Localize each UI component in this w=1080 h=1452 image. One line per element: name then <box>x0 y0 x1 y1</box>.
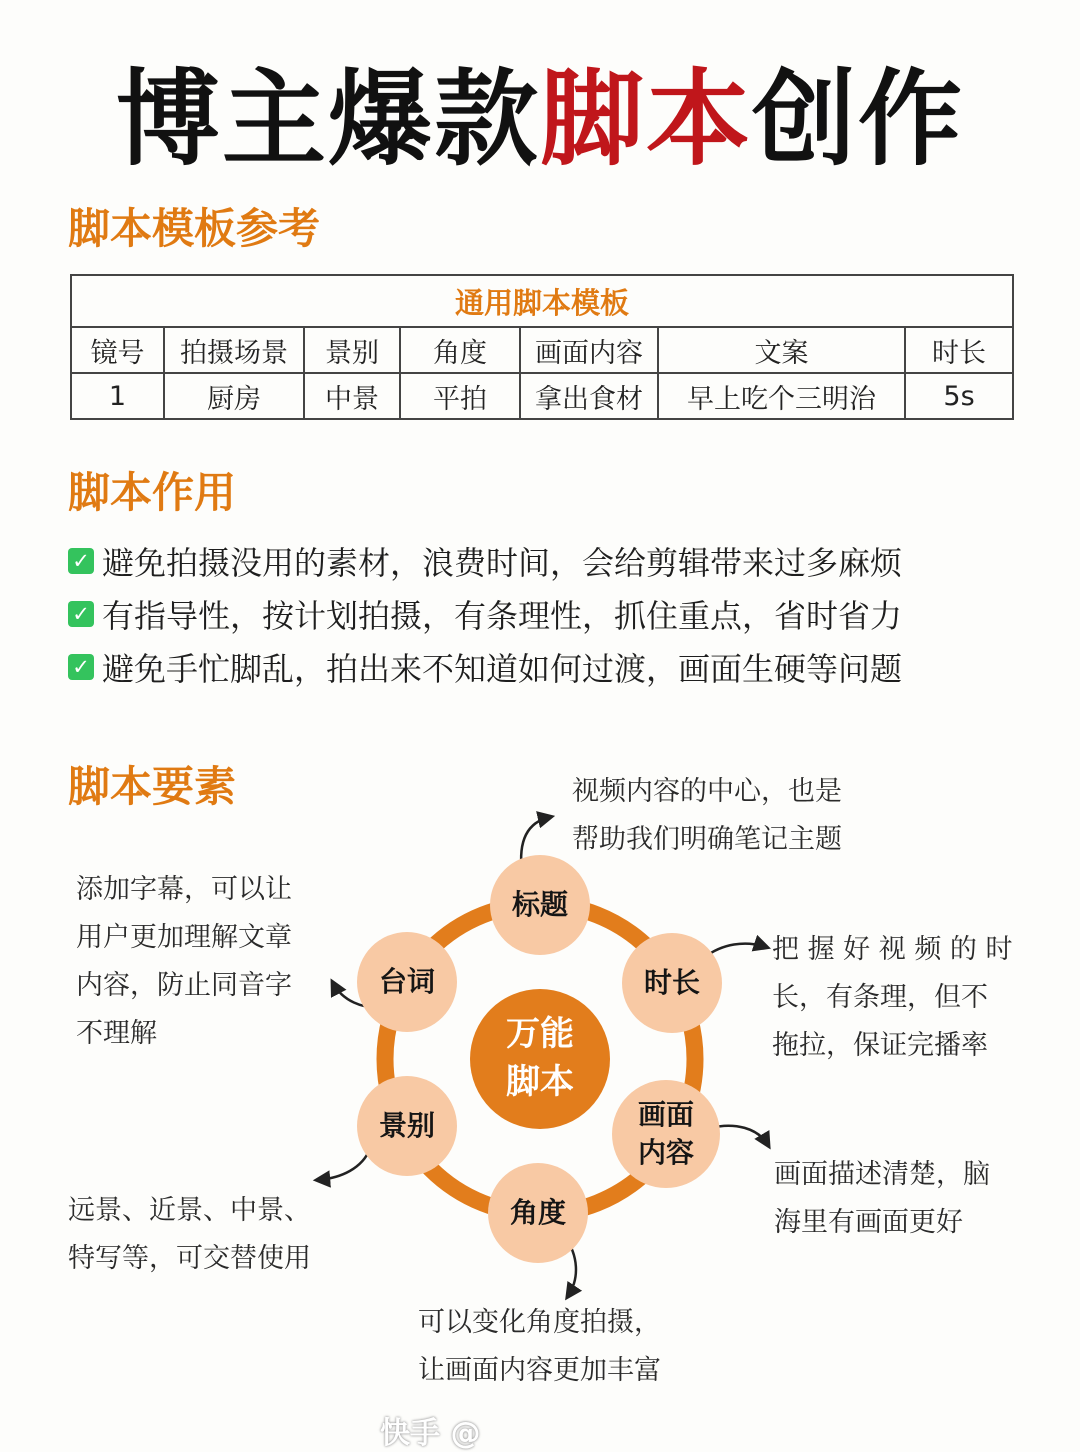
table-cell: 厨房 <box>164 373 304 419</box>
node-lines <box>357 932 457 1032</box>
elements-heading: 脚本要素 <box>68 762 237 811</box>
table-cell: 早上吃个三明治 <box>658 373 905 419</box>
center-line1: 万能 <box>506 1014 574 1055</box>
node-picture <box>612 1080 720 1188</box>
table-caption: 通用脚本模板 <box>71 275 1013 327</box>
node-duration-label: 时长 <box>643 966 700 1000</box>
desc-line: 视频内容的中心，也是 <box>572 776 842 807</box>
point-text: 有指导性，按计划拍摄，有条理性，抓住重点，省时省力 <box>102 596 903 635</box>
node-angle-label: 角度 <box>509 1196 566 1230</box>
desc-line: 不理解 <box>76 1018 157 1049</box>
center-line2: 脚本 <box>506 1062 574 1102</box>
desc-line: 内容，防止同音字 <box>76 970 292 1001</box>
desc-duration <box>772 926 1013 1070</box>
header-cell: 画面内容 <box>520 327 658 373</box>
checkmark-icon: ✓ <box>68 548 94 574</box>
node-picture-line1: 画面 <box>637 1098 694 1132</box>
purpose-heading: 脚本作用 <box>68 468 237 517</box>
desc-line: 特写等，可交替使用 <box>68 1243 311 1274</box>
title-part1: 博主爆款 <box>115 58 540 180</box>
header-cell: 文案 <box>658 327 905 373</box>
center-node <box>470 989 610 1129</box>
node-duration <box>622 933 722 1033</box>
header-cell: 角度 <box>400 327 520 373</box>
header-cell: 景别 <box>304 327 400 373</box>
desc-angle <box>418 1299 661 1395</box>
point-text: 避免手忙脚乱，拍出来不知道如何过渡，画面生硬等问题 <box>102 649 903 688</box>
template-heading: 脚本模板参考 <box>68 204 321 253</box>
node-angle <box>488 1163 588 1263</box>
desc-line: 长，有条理，但不 <box>772 982 988 1013</box>
header-cell: 时长 <box>905 327 1013 373</box>
checkmark-icon: ✓ <box>68 601 94 627</box>
desc-picture <box>774 1151 990 1247</box>
table-cell: 平拍 <box>400 373 520 419</box>
desc-line: 海里有画面更好 <box>774 1207 963 1238</box>
node-picture-line2: 内容 <box>637 1136 694 1169</box>
desc-line: 拖拉，保证完播率 <box>772 1030 988 1061</box>
arrow-to-shot-desc <box>318 1149 370 1180</box>
table-cell: 5s <box>905 373 1013 419</box>
desc-line: 添加字幕，可以让 <box>76 874 292 905</box>
node-lines-label: 台词 <box>378 965 435 999</box>
table-cell: 中景 <box>304 373 400 419</box>
desc-title <box>572 768 842 864</box>
node-shot-label: 景别 <box>378 1109 435 1143</box>
desc-shot <box>68 1187 311 1283</box>
desc-line: 把 握 好 视 频 的 时 <box>772 934 1013 965</box>
title-highlight: 脚本 <box>539 58 752 180</box>
desc-line: 远景、近景、中景、 <box>68 1195 311 1226</box>
desc-lines <box>76 866 292 1058</box>
node-title-label: 标题 <box>511 888 568 922</box>
table-cell: 拿出食材 <box>520 373 658 419</box>
node-title <box>490 855 590 955</box>
node-shot <box>357 1076 457 1176</box>
watermark: 快手 @ <box>380 1416 481 1451</box>
header-cell: 镜号 <box>71 327 164 373</box>
title-part3: 创作 <box>752 58 965 180</box>
header-cell: 拍摄场景 <box>164 327 304 373</box>
arrow-to-duration-desc <box>705 944 766 957</box>
desc-line: 用户更加理解文章 <box>76 922 292 953</box>
desc-line: 画面描述清楚，脑 <box>774 1159 990 1190</box>
desc-line: 让画面内容更加丰富 <box>418 1355 661 1386</box>
table-cell: 1 <box>71 373 164 419</box>
desc-line: 帮助我们明确笔记主题 <box>572 824 842 855</box>
point-text: 避免拍摄没用的素材，浪费时间，会给剪辑带来过多麻烦 <box>102 543 903 582</box>
desc-line: 可以变化角度拍摄， <box>418 1307 661 1338</box>
checkmark-icon: ✓ <box>68 654 94 680</box>
